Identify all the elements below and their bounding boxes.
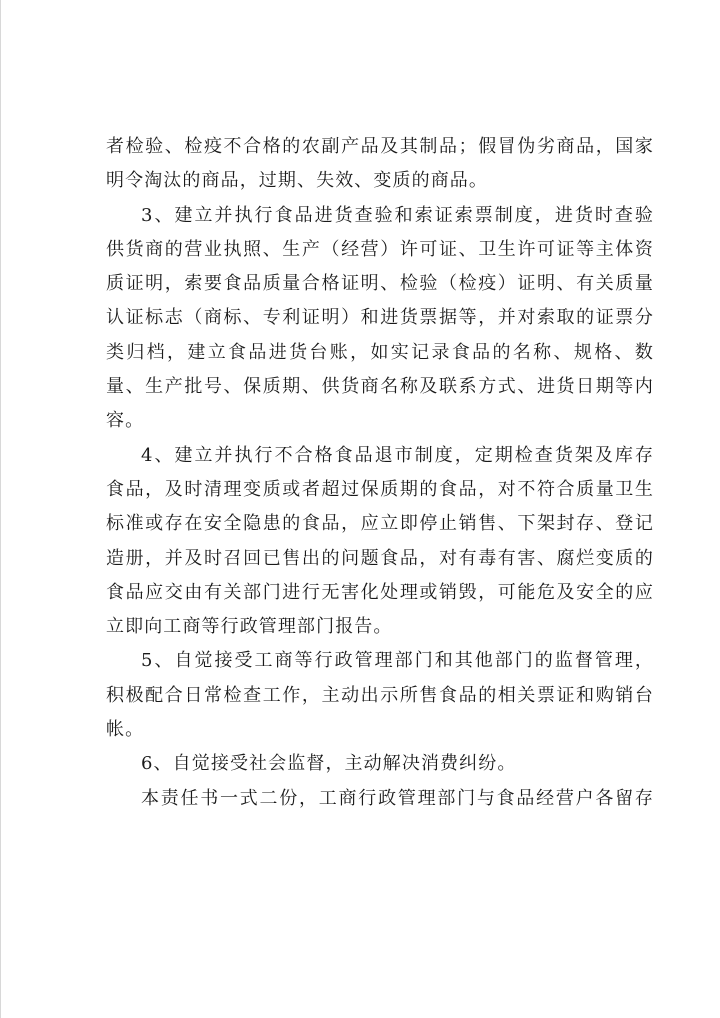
text-line: 4、建立并执行不合格食品退市制度，定期检查货架及库存 [141, 444, 654, 466]
text-line: 量、生产批号、保质期、供货商名称及联系方式、进货日期等内 [106, 376, 654, 398]
text-line: 5、自觉接受工商等行政管理部门和其他部门的监督管理， [141, 650, 654, 672]
text-line: 认证标志（商标、专利证明）和进货票据等，并对索取的证票分 [106, 307, 654, 329]
text-line: 质证明，索要食品质量合格证明、检验（检疫）证明、有关质量 [106, 273, 654, 295]
text-line: 标准或存在安全隐患的食品，应立即停止销售、下架封存、登记 [106, 513, 654, 535]
text-line: 者检验、检疫不合格的农副产品及其制品；假冒伪劣商品，国家 [106, 136, 654, 157]
text-line: 食品应交由有关部门进行无害化处理或销毁，可能危及安全的应 [106, 581, 654, 603]
text-line: 本责任书一式二份，工商行政管理部门与食品经营户各留存 [141, 787, 654, 809]
text-line: 食品，及时清理变质或者超过保质期的食品，对不符合质量卫生 [106, 478, 654, 500]
text-line: 3、建立并执行食品进货查验和索证索票制度，进货时查验 [141, 204, 654, 226]
text-line: 容。 [106, 410, 145, 432]
text-line: 立即向工商等行政管理部门报告。 [106, 616, 393, 638]
text-line: 供货商的营业执照、生产（经营）许可证、卫生许可证等主体资 [106, 238, 654, 260]
text-line: 积极配合日常检查工作，主动出示所售食品的相关票证和购销台 [106, 684, 654, 706]
text-line: 6、自觉接受社会监督，主动解决消费纠纷。 [141, 753, 517, 775]
text-line: 类归档，建立食品进货台账，如实记录食品的名称、规格、数 [106, 341, 654, 363]
text-line: 明令淘汰的商品，过期、失效、变质的商品。 [106, 170, 488, 192]
text-line: 帐。 [106, 719, 145, 741]
text-line: 造册，并及时召回已售出的问题食品，对有毒有害、腐烂变质的 [106, 547, 654, 569]
document-body [106, 130, 654, 816]
